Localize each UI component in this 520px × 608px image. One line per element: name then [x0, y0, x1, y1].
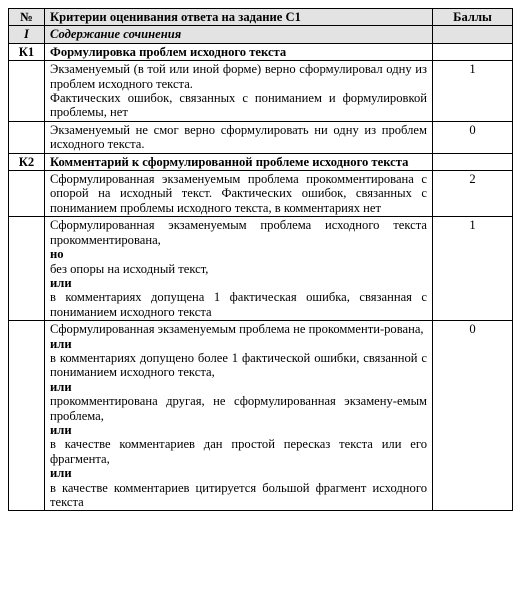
k1-title: Формулировка проблем исходного текста: [45, 43, 433, 60]
k2-row-1-text: Сформулированная экзаменуемым проблема прокомментирована с опорой на исходный текст. Фактических ошибок, связанных с пониманием проблемы исходного текста, в комментариях нет: [45, 171, 433, 217]
k2-code: К2: [9, 153, 45, 170]
k1-row-2-score: 0: [433, 121, 513, 153]
k1-header-row: [9, 43, 513, 60]
k2-row-3-score: 0: [433, 321, 513, 511]
header-number: №: [9, 9, 45, 26]
section-points: [433, 26, 513, 43]
k1-row-1: [9, 61, 513, 122]
k1-code: К1: [9, 43, 45, 60]
k2-title: Комментарий к сформулированной проблеме исходного текста: [45, 153, 433, 170]
k1-row-1-score: 1: [433, 61, 513, 122]
header-criteria: Критерии оценивания ответа на задание С1: [45, 9, 433, 26]
k2-points: [433, 153, 513, 170]
criteria-table: [8, 8, 513, 511]
k2-row-1: [9, 171, 513, 217]
k2-row-3-text: Сформулированная экзаменуемым проблема не прокомменти-рована, или в комментариях допущено более 1 фактической ошибки, связанной с пониманием исходного текста, или прокомментирована другая, не сформулированная экзамену-емым проблема, или в качестве комментариев дан простой пересказ текста или его фрагмента, или в качестве комментариев цитируется большой фрагмент исходного текста: [45, 321, 433, 511]
section-row: [9, 26, 513, 43]
k1-points: [433, 43, 513, 60]
header-points: Баллы: [433, 9, 513, 26]
k2-header-row: [9, 153, 513, 170]
k2-row-2-score: 1: [433, 217, 513, 321]
k2-row-2-text: Сформулированная экзаменуемым проблема исходного текста прокомментирована, но без опоры на исходный текст, или в комментариях допущена 1 фактическая ошибка, связанная с пониманием исходного текста: [45, 217, 433, 321]
k1-row-2: [9, 121, 513, 153]
k2-row-3: [9, 321, 513, 511]
section-title: Содержание сочинения: [45, 26, 433, 43]
k2-row-1-score: 2: [433, 171, 513, 217]
k2-row-2: [9, 217, 513, 321]
section-number: I: [9, 26, 45, 43]
table-header-row: [9, 9, 513, 26]
k1-row-2-text: Экзаменуемый не смог верно сформулировать ни одну из проблем исходного текста.: [45, 121, 433, 153]
k1-row-1-text: Экзаменуемый (в той или иной форме) верно сформулировал одну из проблем исходного текста. Фактических ошибок, связанных с пониманием и формулировкой проблемы, нет: [45, 61, 433, 122]
